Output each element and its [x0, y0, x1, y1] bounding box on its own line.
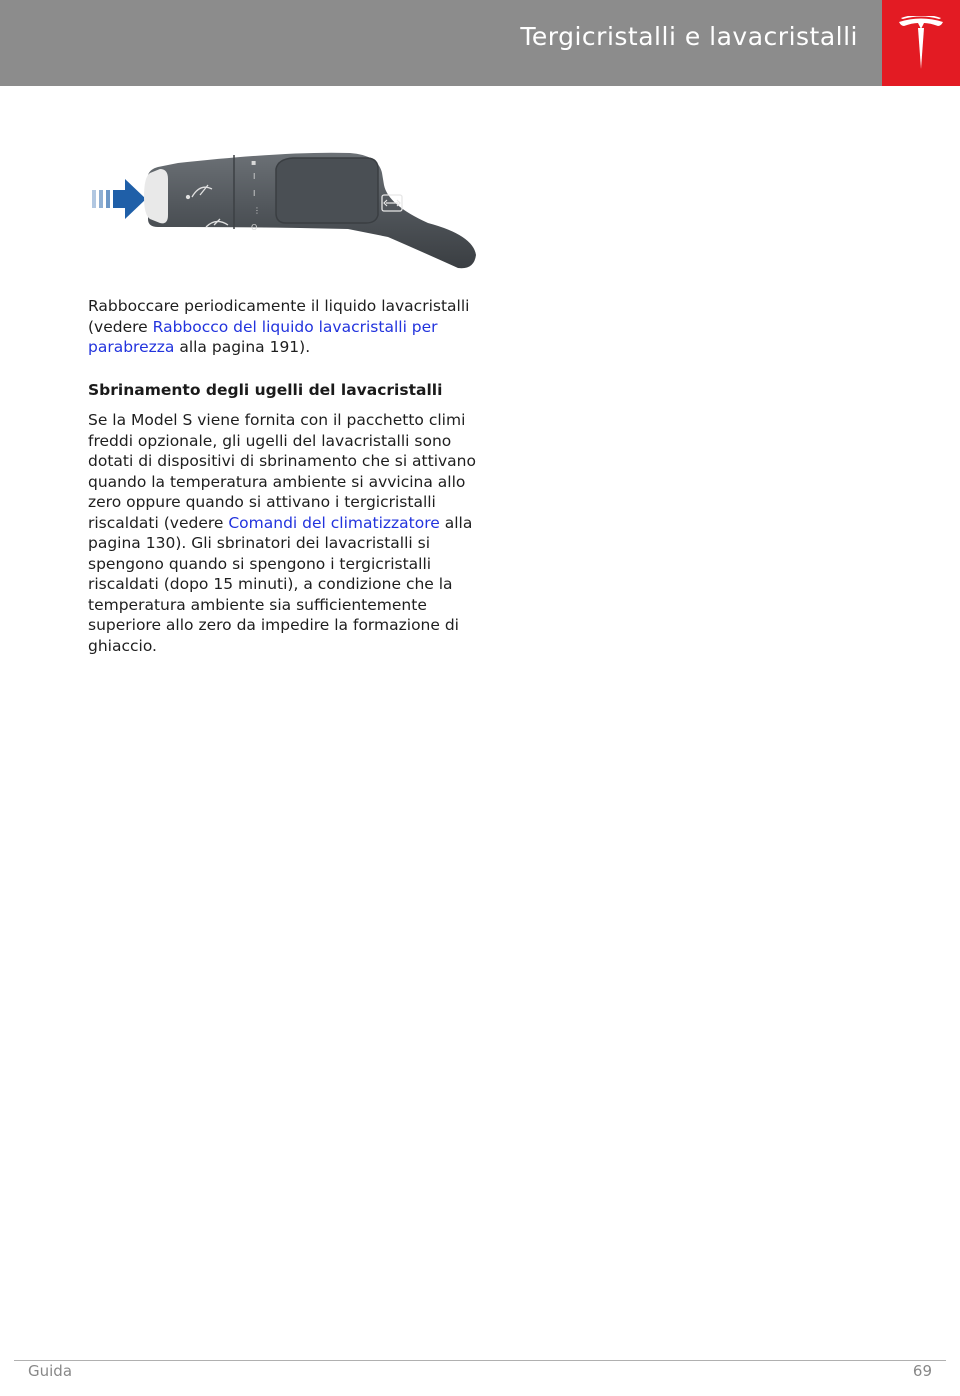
paragraph-text: Rabboccare periodicamente il liquido lavacristalli (vedere — [88, 297, 470, 336]
paragraph-refill — [88, 296, 488, 358]
wiper-stalk-figure — [88, 145, 483, 275]
arrow-right-icon — [92, 179, 146, 219]
page-number: 69 — [912, 1362, 932, 1380]
page-header — [0, 0, 960, 86]
section-heading: Sbrinamento degli ugelli del lavacristalli — [88, 380, 443, 399]
ring-marking-5: O — [251, 223, 258, 232]
wash-button — [144, 169, 168, 223]
ring-marking-4: ⋮ — [253, 206, 261, 215]
footer-divider — [14, 1360, 946, 1361]
tesla-logo — [882, 0, 960, 86]
ring-marking-1: ▪ — [251, 158, 257, 167]
page-title: Tergicristalli e lavacristalli — [520, 22, 858, 51]
paragraph-text: alla pagina 191). — [174, 338, 311, 356]
paragraph-text: Se la Model S viene fornita con il pacchetto climi freddi opzionale, gli ugelli del lavacristalli sono dotati di dispositivi di sbrinamento che si attivano quando la temperatura ambiente si avvicina allo zero oppure quando si attivano i tergicristalli riscaldati (vedere — [88, 411, 476, 532]
link-comandi-climatizzatore[interactable]: Comandi del climatizzatore — [228, 513, 440, 532]
link-rabbocco-liquido[interactable]: Rabbocco del liquido lavacristalli per parabrezza — [88, 317, 438, 356]
document-body — [88, 296, 488, 656]
paragraph-text: alla pagina 130). Gli sbrinatori dei lavacristalli si spengono quando si spengono i tergicristalli riscaldati (dopo 15 minuti), a condizione che la temperatura ambiente sia sufficientemente superiore allo zero da impedire la formazione di ghiaccio. — [88, 513, 473, 655]
ring-marking-2: I — [253, 172, 256, 181]
paragraph-defrost — [88, 410, 488, 656]
ring-marking-3: I — [253, 189, 256, 198]
footer-section: Guida — [28, 1362, 73, 1380]
tesla-logo-icon — [897, 16, 945, 70]
